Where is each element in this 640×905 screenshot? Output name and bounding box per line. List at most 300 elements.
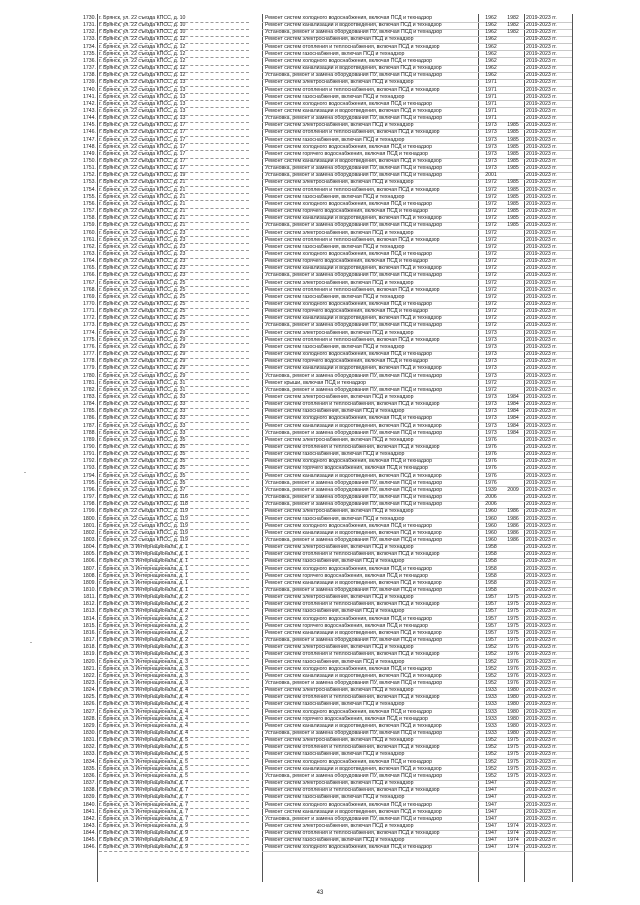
work-type-cell: Ремонт систем газоснабжения, включая ПСД и технадзор — [265, 50, 405, 57]
row-number: 1737. — [83, 65, 96, 72]
row-number: 1771. — [83, 308, 96, 315]
period-cell: 2019-2023 гг. — [526, 565, 557, 572]
address-cell: г. Брянск, ул. 22 съезда КПСС, д. 31 — [99, 379, 186, 386]
period-cell: 2019-2023 гг. — [526, 558, 557, 565]
address-cell: г. Брянск, ул. 22 съезда КПСС, д. 21 — [99, 193, 186, 200]
build-year-cell: 1957 — [485, 608, 497, 615]
address-cell: г. Брянск, ул. 22 съезда КПСС, д. 35 — [99, 436, 186, 443]
period-cell: 2019-2023 гг. — [526, 393, 557, 400]
address-cell: г. Брянск, ул. 22 съезда КПСС, д. 33 — [99, 422, 186, 429]
period-cell: 2019-2023 гг. — [526, 715, 557, 722]
work-type-cell: Ремонт систем канализации и водоотведения, включая ПСД и технадзор — [265, 672, 442, 679]
build-year-cell: 1947 — [485, 830, 497, 837]
overhaul-year-cell: 1984 — [507, 429, 519, 436]
row-number: 1790. — [83, 444, 96, 450]
period-cell: 2019-2023 гг. — [526, 57, 557, 64]
address-cell: г. Брянск, ул. 22 съезда КПСС, д. 119 — [99, 522, 188, 529]
row-number: 1749. — [83, 150, 96, 157]
row-number: 1815. — [83, 622, 96, 629]
row-number: 1805. — [83, 551, 96, 558]
period-cell: 2019-2023 гг. — [526, 436, 557, 443]
build-year-cell: 1972 — [485, 200, 497, 207]
work-type-cell: Ремонт систем отопления и теплоснабжения, включая ПСД и технадзор — [265, 551, 440, 558]
build-year-cell: 1972 — [485, 379, 497, 386]
period-cell: 2019-2023 гг. — [526, 787, 557, 794]
build-year-cell: 1973 — [485, 329, 497, 336]
work-type-cell: Ремонт систем горячего водоснабжения, включая ПСД и технадзор — [265, 150, 428, 157]
work-type-cell: Ремонт систем электроснабжения, включая ПСД и технадзор — [265, 687, 414, 694]
address-cell: г. Брянск, ул. 22 съезда КПСС, д. 23 — [99, 258, 186, 265]
period-cell: 2019-2023 гг. — [526, 694, 557, 701]
address-cell: г. Брянск, ул. 22 съезда КПСС, д. 12 — [99, 72, 186, 79]
row-number: 1774. — [83, 329, 96, 336]
address-cell: г. Брянск, ул. 3 Интернационала, д. 5 — [99, 744, 189, 751]
build-year-cell: 1952 — [485, 644, 497, 651]
overhaul-year-cell: 1975 — [507, 737, 519, 744]
work-type-cell: Ремонт систем электроснабжения, включая ПСД и технадзор — [265, 122, 414, 129]
row-number: 1803. — [83, 536, 96, 543]
build-year-cell: 1947 — [485, 837, 497, 844]
overhaul-year-cell: 1975 — [507, 601, 519, 608]
build-year-cell: 1971 — [485, 100, 497, 107]
row-number: 1755. — [83, 193, 96, 200]
work-type-cell: Ремонт систем газоснабжения, включая ПСД и технадзор — [265, 343, 405, 350]
build-year-cell: 1952 — [485, 665, 497, 672]
period-cell: 2019-2023 гг. — [526, 22, 557, 29]
period-cell: 2019-2023 гг. — [526, 458, 557, 465]
overhaul-year-cell: 1976 — [507, 651, 519, 658]
build-year-cell: 1958 — [485, 565, 497, 572]
period-cell: 2019-2023 гг. — [526, 93, 557, 100]
overhaul-year-cell: 1975 — [507, 608, 519, 615]
row-number: 1747. — [83, 136, 96, 143]
row-number: 1753. — [83, 179, 96, 186]
row-number: 1748. — [83, 143, 96, 150]
build-year-cell: 1933 — [485, 708, 497, 715]
overhaul-year-cell: 1980 — [507, 730, 519, 736]
period-cell: 2019-2023 гг. — [526, 665, 557, 672]
build-year-cell: 1962 — [485, 50, 497, 57]
address-cell: г. Брянск, ул. 3 Интернационала, д. 9 — [99, 844, 189, 851]
build-year-cell: 1957 — [485, 594, 497, 601]
build-year-cell: 1973 — [485, 336, 497, 343]
row-number: 1800. — [83, 515, 96, 522]
build-year-cell: 1973 — [485, 401, 497, 408]
work-type-cell: Ремонт систем электроснабжения, включая ПСД и технадзор — [265, 279, 414, 286]
overhaul-year-cell: 1980 — [507, 722, 519, 729]
row-number: 1744. — [83, 115, 96, 122]
row-number: 1778. — [83, 358, 96, 365]
build-year-cell: 1960 — [485, 536, 497, 543]
work-type-cell: Ремонт систем канализации и водоотведения, включая ПСД и технадзор — [265, 765, 442, 772]
work-type-cell: Установка, ремонт и замена оборудования ПУ, включая ПСД и технадзор — [265, 115, 443, 122]
margin-mark: - — [30, 640, 32, 646]
build-year-cell: 1960 — [485, 522, 497, 529]
period-cell: 2019-2023 гг. — [526, 780, 557, 787]
row-number: 1739. — [83, 79, 96, 86]
overhaul-year-cell: 1980 — [507, 687, 519, 694]
address-cell: г. Брянск, ул. 22 съезда КПСС, д. 37 — [99, 486, 186, 493]
work-type-cell: Ремонт систем горячего водоснабжения, включая ПСД и технадзор — [265, 622, 428, 629]
work-type-cell: Ремонт систем канализации и водоотведения, включая ПСД и технадзор — [265, 22, 442, 29]
address-cell: г. Брянск, ул. 22 съезда КПСС, д. 21 — [99, 179, 186, 186]
row-number: 1791. — [83, 451, 96, 458]
build-year-cell: 1933 — [485, 730, 497, 736]
address-cell: г. Брянск, ул. 3 Интернационала, д. 1 — [99, 579, 189, 586]
row-number: 1795. — [83, 479, 96, 486]
address-cell: г. Брянск, ул. 22 съезда КПСС, д. 17 — [99, 143, 186, 150]
overhaul-year-cell: 1980 — [507, 715, 519, 722]
address-cell: г. Брянск, ул. 22 съезда КПСС, д. 33 — [99, 408, 186, 415]
period-cell: 2019-2023 гг. — [526, 701, 557, 708]
row-number: 1808. — [83, 572, 96, 579]
build-year-cell: 1947 — [485, 794, 497, 801]
row-number: 1741. — [83, 93, 96, 100]
address-cell: г. Брянск, ул. 3 Интернационала, д. 2 — [99, 615, 189, 622]
row-number: 1824. — [83, 687, 96, 694]
row-number: 1788. — [83, 429, 96, 436]
row-number: 1806. — [83, 558, 96, 565]
build-year-cell: 1960 — [485, 515, 497, 522]
address-cell: г. Брянск, ул. 3 Интернационала, д. 5 — [99, 737, 189, 744]
page-number: 43 — [316, 890, 324, 896]
address-cell: г. Брянск, ул. 22 съезда КПСС, д. 23 — [99, 236, 186, 243]
overhaul-year-cell: 1975 — [507, 758, 519, 765]
build-year-cell: 1973 — [485, 143, 497, 150]
build-year-cell: 1947 — [485, 787, 497, 794]
work-type-cell: Ремонт систем электроснабжения, включая ПСД и технадзор — [265, 393, 414, 400]
address-cell: г. Брянск, ул. 22 съезда КПСС, д. 29 — [99, 358, 186, 365]
row-number: 1738. — [83, 72, 96, 79]
work-type-cell: Ремонт систем холодного водоснабжения, включая ПСД и технадзор — [265, 351, 432, 358]
work-type-cell: Ремонт систем холодного водоснабжения, включая ПСД и технадзор — [265, 458, 432, 465]
period-cell: 2019-2023 гг. — [526, 587, 557, 593]
build-year-cell: 1962 — [485, 36, 497, 43]
period-cell: 2019-2023 гг. — [526, 830, 557, 837]
period-cell: 2019-2023 гг. — [526, 150, 557, 157]
address-cell: г. Брянск, ул. 3 Интернационала, д. 2 — [99, 608, 189, 615]
build-year-cell: 1976 — [485, 465, 497, 472]
build-year-cell: 1958 — [485, 551, 497, 558]
build-year-cell: 1971 — [485, 115, 497, 122]
work-type-cell: Установка, ремонт и замена оборудования ПУ, включая ПСД и технадзор — [265, 486, 443, 493]
build-year-cell: 1957 — [485, 637, 497, 644]
build-year-cell: 1960 — [485, 529, 497, 536]
build-year-cell: 1971 — [485, 107, 497, 114]
row-number: 1811. — [83, 594, 96, 601]
build-year-cell: 1973 — [485, 150, 497, 157]
build-year-cell: 1972 — [485, 315, 497, 322]
row-number: 1752. — [83, 172, 96, 179]
work-type-cell: Ремонт систем канализации и водоотведения, включая ПСД и технадзор — [265, 365, 442, 372]
row-number: 1765. — [83, 265, 96, 272]
overhaul-year-cell: 1984 — [507, 408, 519, 415]
row-number: 1754. — [83, 186, 96, 193]
row-number: 1780. — [83, 372, 96, 379]
address-cell: г. Брянск, ул. 22 съезда КПСС, д. 35 — [99, 444, 186, 450]
address-cell: г. Брянск, ул. 3 Интернационала, д. 4 — [99, 722, 189, 729]
row-number: 1762. — [83, 243, 96, 250]
build-year-cell: 1957 — [485, 615, 497, 622]
period-cell: 2019-2023 гг. — [526, 79, 557, 86]
build-year-cell: 1952 — [485, 765, 497, 772]
address-cell: г. Брянск, ул. 22 съезда КПСС, д. 25 — [99, 279, 186, 286]
work-type-cell: Установка, ремонт и замена оборудования ПУ, включая ПСД и технадзор — [265, 494, 443, 501]
build-year-cell: 1962 — [485, 22, 497, 29]
row-number: 1730. — [83, 15, 96, 21]
work-type-cell: Ремонт крыши, включая ПСД и технадзор — [265, 379, 367, 386]
build-year-cell: 1947 — [485, 815, 497, 822]
work-type-cell: Ремонт систем канализации и водоотведения, включая ПСД и технадзор — [265, 472, 442, 479]
address-cell: г. Брянск, ул. 22 съезда КПСС, д. 25 — [99, 315, 186, 322]
work-type-cell: Ремонт систем отопления и теплоснабжения, включая ПСД и технадзор — [265, 651, 440, 658]
build-year-cell: 1973 — [485, 343, 497, 350]
period-cell: 2019-2023 гг. — [526, 107, 557, 114]
build-year-cell: 1976 — [485, 451, 497, 458]
overhaul-year-cell: 1974 — [507, 844, 519, 851]
row-divider — [262, 851, 572, 852]
period-cell: 2019-2023 гг. — [526, 608, 557, 615]
overhaul-year-cell: 1975 — [507, 765, 519, 772]
build-year-cell: 1958 — [485, 544, 497, 551]
row-number: 1812. — [83, 601, 96, 608]
address-cell: г. Брянск, ул. 3 Интернационала, д. 4 — [99, 701, 189, 708]
overhaul-year-cell: 1975 — [507, 751, 519, 758]
address-cell: г. Брянск, ул. 3 Интернационала, д. 5 — [99, 772, 189, 779]
address-cell: г. Брянск, ул. 22 съезда КПСС, д. 23 — [99, 243, 186, 250]
overhaul-year-cell: 1985 — [507, 143, 519, 150]
work-type-cell: Установка, ремонт и замена оборудования ПУ, включая ПСД и технадзор — [265, 815, 443, 822]
build-year-cell: 1973 — [485, 358, 497, 365]
work-type-cell: Ремонт систем холодного водоснабжения, включая ПСД и технадзор — [265, 100, 432, 107]
overhaul-year-cell: 1984 — [507, 422, 519, 429]
address-cell: г. Брянск, ул. 22 съезда КПСС, д. 29 — [99, 372, 186, 379]
row-number: 1777. — [83, 351, 96, 358]
period-cell: 2019-2023 гг. — [526, 529, 557, 536]
address-cell: г. Брянск, ул. 3 Интернационала, д. 7 — [99, 815, 189, 822]
work-type-cell: Ремонт систем горячего водоснабжения, включая ПСД и технадзор — [265, 208, 428, 215]
build-year-cell: 1952 — [485, 737, 497, 744]
address-cell: г. Брянск, ул. 3 Интернационала, д. 2 — [99, 629, 189, 636]
address-cell: г. Брянск, ул. 22 съезда КПСС, д. 29 — [99, 351, 186, 358]
build-year-cell: 1933 — [485, 687, 497, 694]
build-year-cell: 1972 — [485, 236, 497, 243]
work-type-cell: Ремонт систем канализации и водоотведения, включая ПСД и технадзор — [265, 422, 442, 429]
work-type-cell: Ремонт систем горячего водоснабжения, включая ПСД и технадзор — [265, 465, 428, 472]
address-cell: г. Брянск, ул. 3 Интернационала, д. 4 — [99, 730, 189, 736]
period-cell: 2019-2023 гг. — [526, 472, 557, 479]
build-year-cell: 1973 — [485, 415, 497, 422]
overhaul-year-cell: 1975 — [507, 615, 519, 622]
address-cell: г. Брянск, ул. 22 съезда КПСС, д. 13 — [99, 100, 186, 107]
address-cell: г. Брянск, ул. 22 съезда КПСС, д. 119 — [99, 508, 188, 515]
overhaul-year-cell: 1976 — [507, 658, 519, 665]
address-cell: г. Брянск, ул. 22 съезда КПСС, д. 33 — [99, 429, 186, 436]
work-type-cell: Ремонт систем холодного водоснабжения, включая ПСД и технадзор — [265, 615, 432, 622]
overhaul-year-cell: 1985 — [507, 222, 519, 229]
address-cell: г. Брянск, ул. 22 съезда КПСС, д. 10 — [99, 22, 186, 29]
address-cell: г. Брянск, ул. 22 съезда КПСС, д. 10 — [99, 15, 186, 21]
row-number: 1767. — [83, 279, 96, 286]
period-cell: 2019-2023 гг. — [526, 601, 557, 608]
period-cell: 2019-2023 гг. — [526, 751, 557, 758]
work-type-cell: Ремонт систем отопления и теплоснабжения, включая ПСД и технадзор — [265, 86, 440, 93]
period-cell: 2019-2023 гг. — [526, 250, 557, 257]
build-year-cell: 1973 — [485, 165, 497, 172]
address-cell: г. Брянск, ул. 22 съезда КПСС, д. 21 — [99, 186, 186, 193]
work-type-cell: Ремонт систем электроснабжения, включая ПСД и технадзор — [265, 594, 414, 601]
work-type-cell: Ремонт систем электроснабжения, включая ПСД и технадзор — [265, 644, 414, 651]
overhaul-year-cell: 1980 — [507, 708, 519, 715]
work-type-cell: Установка, ремонт и замена оборудования ПУ, включая ПСД и технадзор — [265, 272, 443, 279]
address-cell: г. Брянск, ул. 3 Интернационала, д. 3 — [99, 665, 189, 672]
work-type-cell: Ремонт систем канализации и водоотведения, включая ПСД и технадзор — [265, 579, 442, 586]
address-cell: г. Брянск, ул. 22 съезда КПСС, д. 23 — [99, 265, 186, 272]
overhaul-year-cell: 1976 — [507, 665, 519, 672]
work-type-cell: Ремонт систем канализации и водоотведения, включая ПСД и технадзор — [265, 107, 442, 114]
build-year-cell: 1962 — [485, 65, 497, 72]
build-year-cell: 1971 — [485, 93, 497, 100]
address-cell: г. Брянск, ул. 3 Интернационала, д. 9 — [99, 837, 189, 844]
work-type-cell: Ремонт систем газоснабжения, включая ПСД и технадзор — [265, 751, 405, 758]
build-year-cell: 1972 — [485, 308, 497, 315]
build-year-cell: 1958 — [485, 572, 497, 579]
build-year-cell: 1962 — [485, 15, 497, 21]
period-cell: 2019-2023 гг. — [526, 36, 557, 43]
period-cell: 2019-2023 гг. — [526, 515, 557, 522]
period-cell: 2019-2023 гг. — [526, 165, 557, 172]
row-number: 1829. — [83, 722, 96, 729]
address-cell: г. Брянск, ул. 22 съезда КПСС, д. 21 — [99, 200, 186, 207]
work-type-cell: Ремонт систем отопления и теплоснабжения, включая ПСД и технадзор — [265, 830, 440, 837]
overhaul-year-cell: 1986 — [507, 508, 519, 515]
period-cell: 2019-2023 гг. — [526, 386, 557, 393]
overhaul-year-cell: 1986 — [507, 522, 519, 529]
address-cell: г. Брянск, ул. 3 Интернационала, д. 7 — [99, 794, 189, 801]
row-number: 1819. — [83, 651, 96, 658]
work-type-cell: Ремонт систем холодного водоснабжения, включая ПСД и технадзор — [265, 844, 432, 851]
row-number: 1756. — [83, 200, 96, 207]
work-type-cell: Ремонт систем газоснабжения, включая ПСД и технадзор — [265, 794, 405, 801]
period-cell: 2019-2023 гг. — [526, 415, 557, 422]
row-number: 1846. — [83, 844, 96, 851]
build-year-cell: 1973 — [485, 393, 497, 400]
work-type-cell: Установка, ремонт и замена оборудования ПУ, включая ПСД и технадзор — [265, 679, 443, 686]
period-cell: 2019-2023 гг. — [526, 737, 557, 744]
work-type-cell: Ремонт систем газоснабжения, включая ПСД и технадзор — [265, 608, 405, 615]
period-cell: 2019-2023 гг. — [526, 644, 557, 651]
work-type-cell: Ремонт систем газоснабжения, включая ПСД и технадзор — [265, 93, 405, 100]
build-year-cell: 1947 — [485, 780, 497, 787]
work-type-cell: Ремонт систем электроснабжения, включая ПСД и технадзор — [265, 229, 414, 236]
address-cell: г. Брянск, ул. 3 Интернационала, д. 4 — [99, 687, 189, 694]
work-type-cell: Ремонт систем электроснабжения, включая ПСД и технадзор — [265, 822, 414, 829]
row-number: 1802. — [83, 529, 96, 536]
address-cell: г. Брянск, ул. 22 съезда КПСС, д. 21 — [99, 222, 186, 229]
work-type-cell: Ремонт систем отопления и теплоснабжения, включая ПСД и технадзор — [265, 336, 440, 343]
period-cell: 2019-2023 гг. — [526, 444, 557, 450]
row-number: 1794. — [83, 472, 96, 479]
address-underline — [99, 851, 249, 852]
overhaul-year-cell: 1985 — [507, 150, 519, 157]
period-cell: 2019-2023 гг. — [526, 637, 557, 644]
work-type-cell: Ремонт систем отопления и теплоснабжения, включая ПСД и технадзор — [265, 236, 440, 243]
row-number: 1770. — [83, 301, 96, 307]
row-number: 1807. — [83, 565, 96, 572]
work-type-cell: Установка, ремонт и замена оборудования ПУ, включая ПСД и технадзор — [265, 72, 443, 79]
address-cell: г. Брянск, ул. 22 съезда КПСС, д. 25 — [99, 286, 186, 293]
row-number: 1828. — [83, 715, 96, 722]
address-cell: г. Брянск, ул. 22 съезда КПСС, д. 29 — [99, 343, 186, 350]
work-type-cell: Ремонт систем отопления и теплоснабжения, включая ПСД и технадзор — [265, 129, 440, 136]
row-number: 1781. — [83, 379, 96, 386]
work-type-cell: Ремонт систем газоснабжения, включая ПСД и технадзор — [265, 408, 405, 415]
address-cell: г. Брянск, ул. 3 Интернационала, д. 9 — [99, 822, 189, 829]
build-year-cell: 1962 — [485, 57, 497, 64]
overhaul-year-cell: 1986 — [507, 529, 519, 536]
build-year-cell: 1971 — [485, 86, 497, 93]
build-year-cell: 1947 — [485, 801, 497, 808]
work-type-cell: Ремонт систем горячего водоснабжения, включая ПСД и технадзор — [265, 358, 428, 365]
build-year-cell: 1947 — [485, 808, 497, 815]
overhaul-year-cell: 1984 — [507, 393, 519, 400]
overhaul-year-cell: 1985 — [507, 129, 519, 136]
period-cell: 2019-2023 гг. — [526, 208, 557, 215]
address-cell: г. Брянск, ул. 22 съезда КПСС, д. 33 — [99, 415, 186, 422]
period-cell: 2019-2023 гг. — [526, 508, 557, 515]
row-number: 1796. — [83, 486, 96, 493]
work-type-cell: Ремонт систем газоснабжения, включая ПСД и технадзор — [265, 136, 405, 143]
overhaul-year-cell: 1985 — [507, 200, 519, 207]
period-cell: 2019-2023 гг. — [526, 229, 557, 236]
period-cell: 2019-2023 гг. — [526, 322, 557, 329]
address-cell: г. Брянск, ул. 3 Интернационала, д. 7 — [99, 780, 189, 787]
period-cell: 2019-2023 гг. — [526, 272, 557, 279]
build-year-cell: 1939 — [485, 486, 497, 493]
address-cell: г. Брянск, ул. 22 съезда КПСС, д. 33 — [99, 393, 186, 400]
row-number: 1834. — [83, 758, 96, 765]
period-cell: 2019-2023 гг. — [526, 479, 557, 486]
work-type-cell: Ремонт систем газоснабжения, включая ПСД и технадзор — [265, 658, 405, 665]
period-cell: 2019-2023 гг. — [526, 258, 557, 265]
address-cell: г. Брянск, ул. 3 Интернационала, д. 7 — [99, 787, 189, 794]
overhaul-year-cell: 1985 — [507, 193, 519, 200]
work-type-cell: Ремонт систем канализации и водоотведения, включая ПСД и технадзор — [265, 722, 442, 729]
row-number: 1758. — [83, 215, 96, 222]
period-cell: 2019-2023 гг. — [526, 301, 557, 307]
work-type-cell: Ремонт систем горячего водоснабжения, включая ПСД и технадзор — [265, 258, 428, 265]
address-cell: г. Брянск, ул. 3 Интернационала, д. 2 — [99, 601, 189, 608]
build-year-cell: 1972 — [485, 386, 497, 393]
build-year-cell: 1976 — [485, 458, 497, 465]
overhaul-year-cell: 1985 — [507, 208, 519, 215]
overhaul-year-cell: 1986 — [507, 536, 519, 543]
period-cell: 2019-2023 гг. — [526, 193, 557, 200]
build-year-cell: 1971 — [485, 79, 497, 86]
row-number: 1760. — [83, 229, 96, 236]
period-cell: 2019-2023 гг. — [526, 551, 557, 558]
build-year-cell: 1972 — [485, 179, 497, 186]
address-cell: г. Брянск, ул. 22 съезда КПСС, д. 17 — [99, 136, 186, 143]
build-year-cell: 1952 — [485, 651, 497, 658]
row-number: 1792. — [83, 458, 96, 465]
work-type-cell: Ремонт систем отопления и теплоснабжения, включая ПСД и технадзор — [265, 744, 440, 751]
period-cell: 2019-2023 гг. — [526, 615, 557, 622]
overhaul-year-cell: 1976 — [507, 672, 519, 679]
period-cell: 2019-2023 гг. — [526, 422, 557, 429]
margin-mark: - — [24, 470, 26, 476]
work-type-cell: Ремонт систем отопления и теплоснабжения, включая ПСД и технадзор — [265, 601, 440, 608]
